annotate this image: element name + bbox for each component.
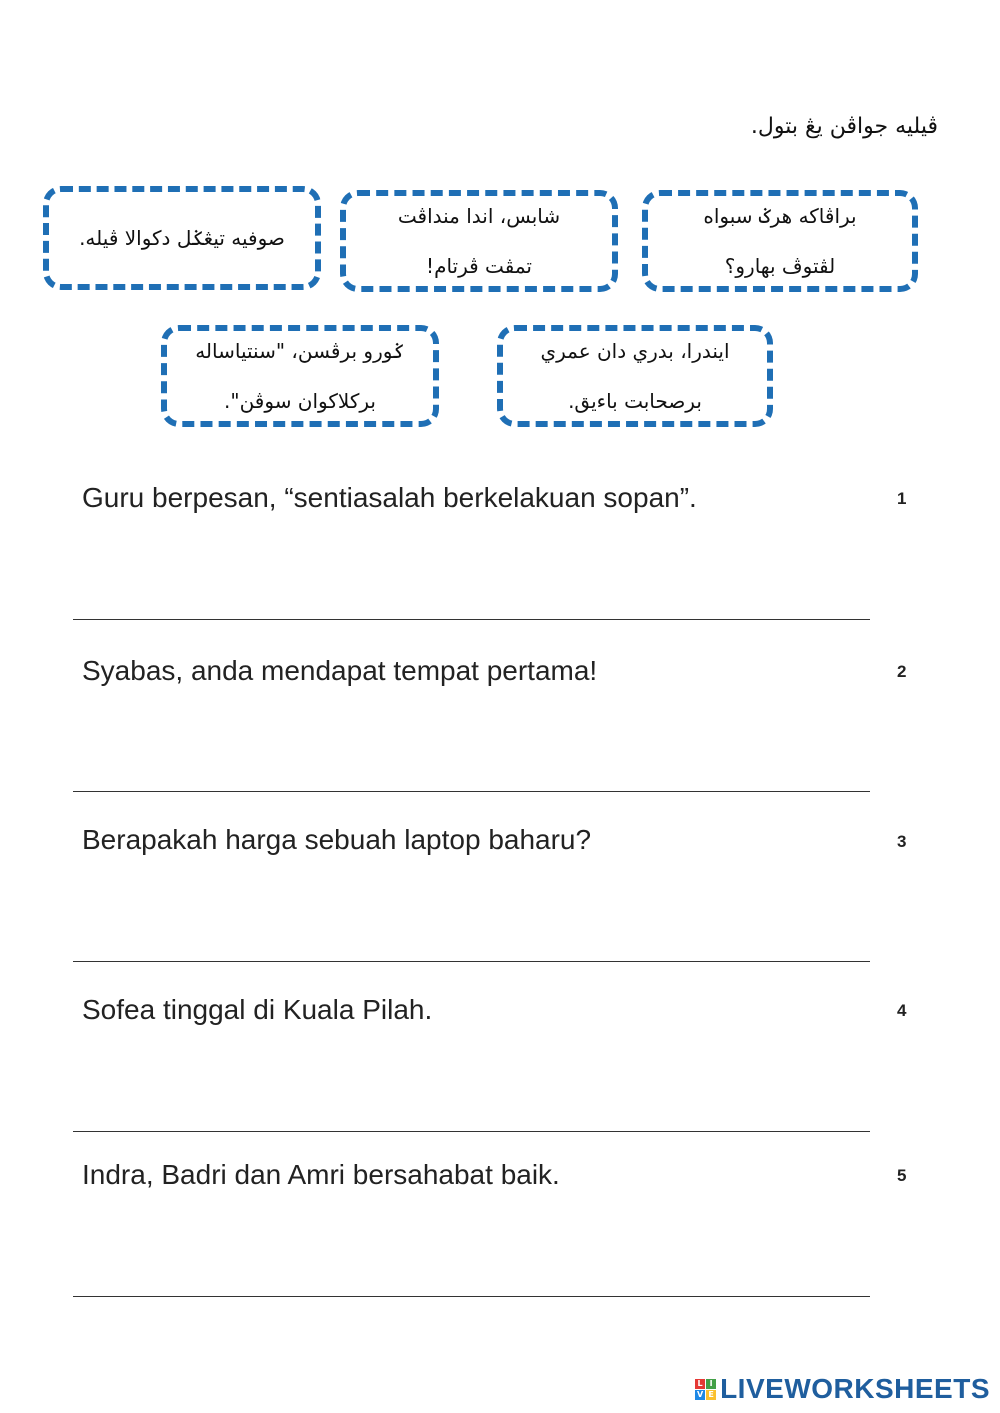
question-text-3: Berapakah harga sebuah laptop baharu? — [82, 824, 592, 855]
answer-line-4 — [73, 1131, 870, 1132]
badge-letter: V — [696, 1389, 704, 1399]
instruction-text: ڤيليه جواڤن يڠ بتول. — [750, 114, 938, 139]
answer-card-2[interactable] — [340, 190, 618, 292]
drop-zone-3[interactable] — [73, 890, 870, 960]
card-line: براڤاكه هرݢ سبواه — [703, 204, 857, 228]
question-number-3: 3 — [897, 832, 907, 851]
drop-zone-2[interactable] — [73, 720, 870, 790]
badge-letter: E — [706, 1390, 716, 1400]
drop-zone-1[interactable] — [73, 548, 870, 618]
answer-line-1 — [73, 619, 870, 620]
card-line: لڤتوڤ بهارو؟ — [724, 254, 836, 278]
answer-line-5 — [73, 1296, 870, 1297]
drop-zone-5[interactable] — [73, 1225, 870, 1295]
question-number-5: 5 — [897, 1166, 907, 1185]
card-line: ݢورو برڤسن، "سنتياساله — [195, 339, 405, 363]
question-number-1: 1 — [897, 489, 907, 508]
answer-card-4[interactable] — [497, 325, 773, 427]
card-line: ايندرا، بدري دان عمري — [540, 339, 730, 363]
question-text-1: Guru berpesan, “sentiasalah berkelakuan sopan”. — [82, 482, 697, 513]
card-line: برصحابت باءيق. — [568, 389, 702, 413]
answer-card-3[interactable] — [43, 186, 321, 290]
answer-card-1[interactable] — [642, 190, 918, 292]
question-number-2: 2 — [897, 662, 907, 681]
card-line: بركلاكوان سوڤن". — [224, 389, 376, 413]
card-line: تمڤت ڤرتام! — [426, 254, 532, 278]
badge-letter: L — [695, 1379, 705, 1389]
question-text-4: Sofea tinggal di Kuala Pilah. — [82, 994, 433, 1025]
answer-line-3 — [73, 961, 870, 962]
logo-badge-icon — [695, 1379, 716, 1400]
drop-zone-4[interactable] — [73, 1060, 870, 1130]
liveworksheets-logo[interactable] — [695, 1373, 990, 1405]
logo-text: LIVEWORKSHEETS — [720, 1373, 990, 1404]
card-line: شابس، اندا منداڤت — [397, 204, 561, 228]
badge-letter: I — [706, 1379, 716, 1389]
question-number-4: 4 — [897, 1001, 907, 1020]
answer-card-5[interactable] — [161, 325, 439, 427]
question-text-5: Indra, Badri dan Amri bersahabat baik. — [82, 1159, 560, 1190]
question-text-2: Syabas, anda mendapat tempat pertama! — [82, 655, 598, 686]
answer-line-2 — [73, 791, 870, 792]
card-line: صوفيه تيڠݢل دكوالا ڤيله. — [79, 226, 285, 250]
